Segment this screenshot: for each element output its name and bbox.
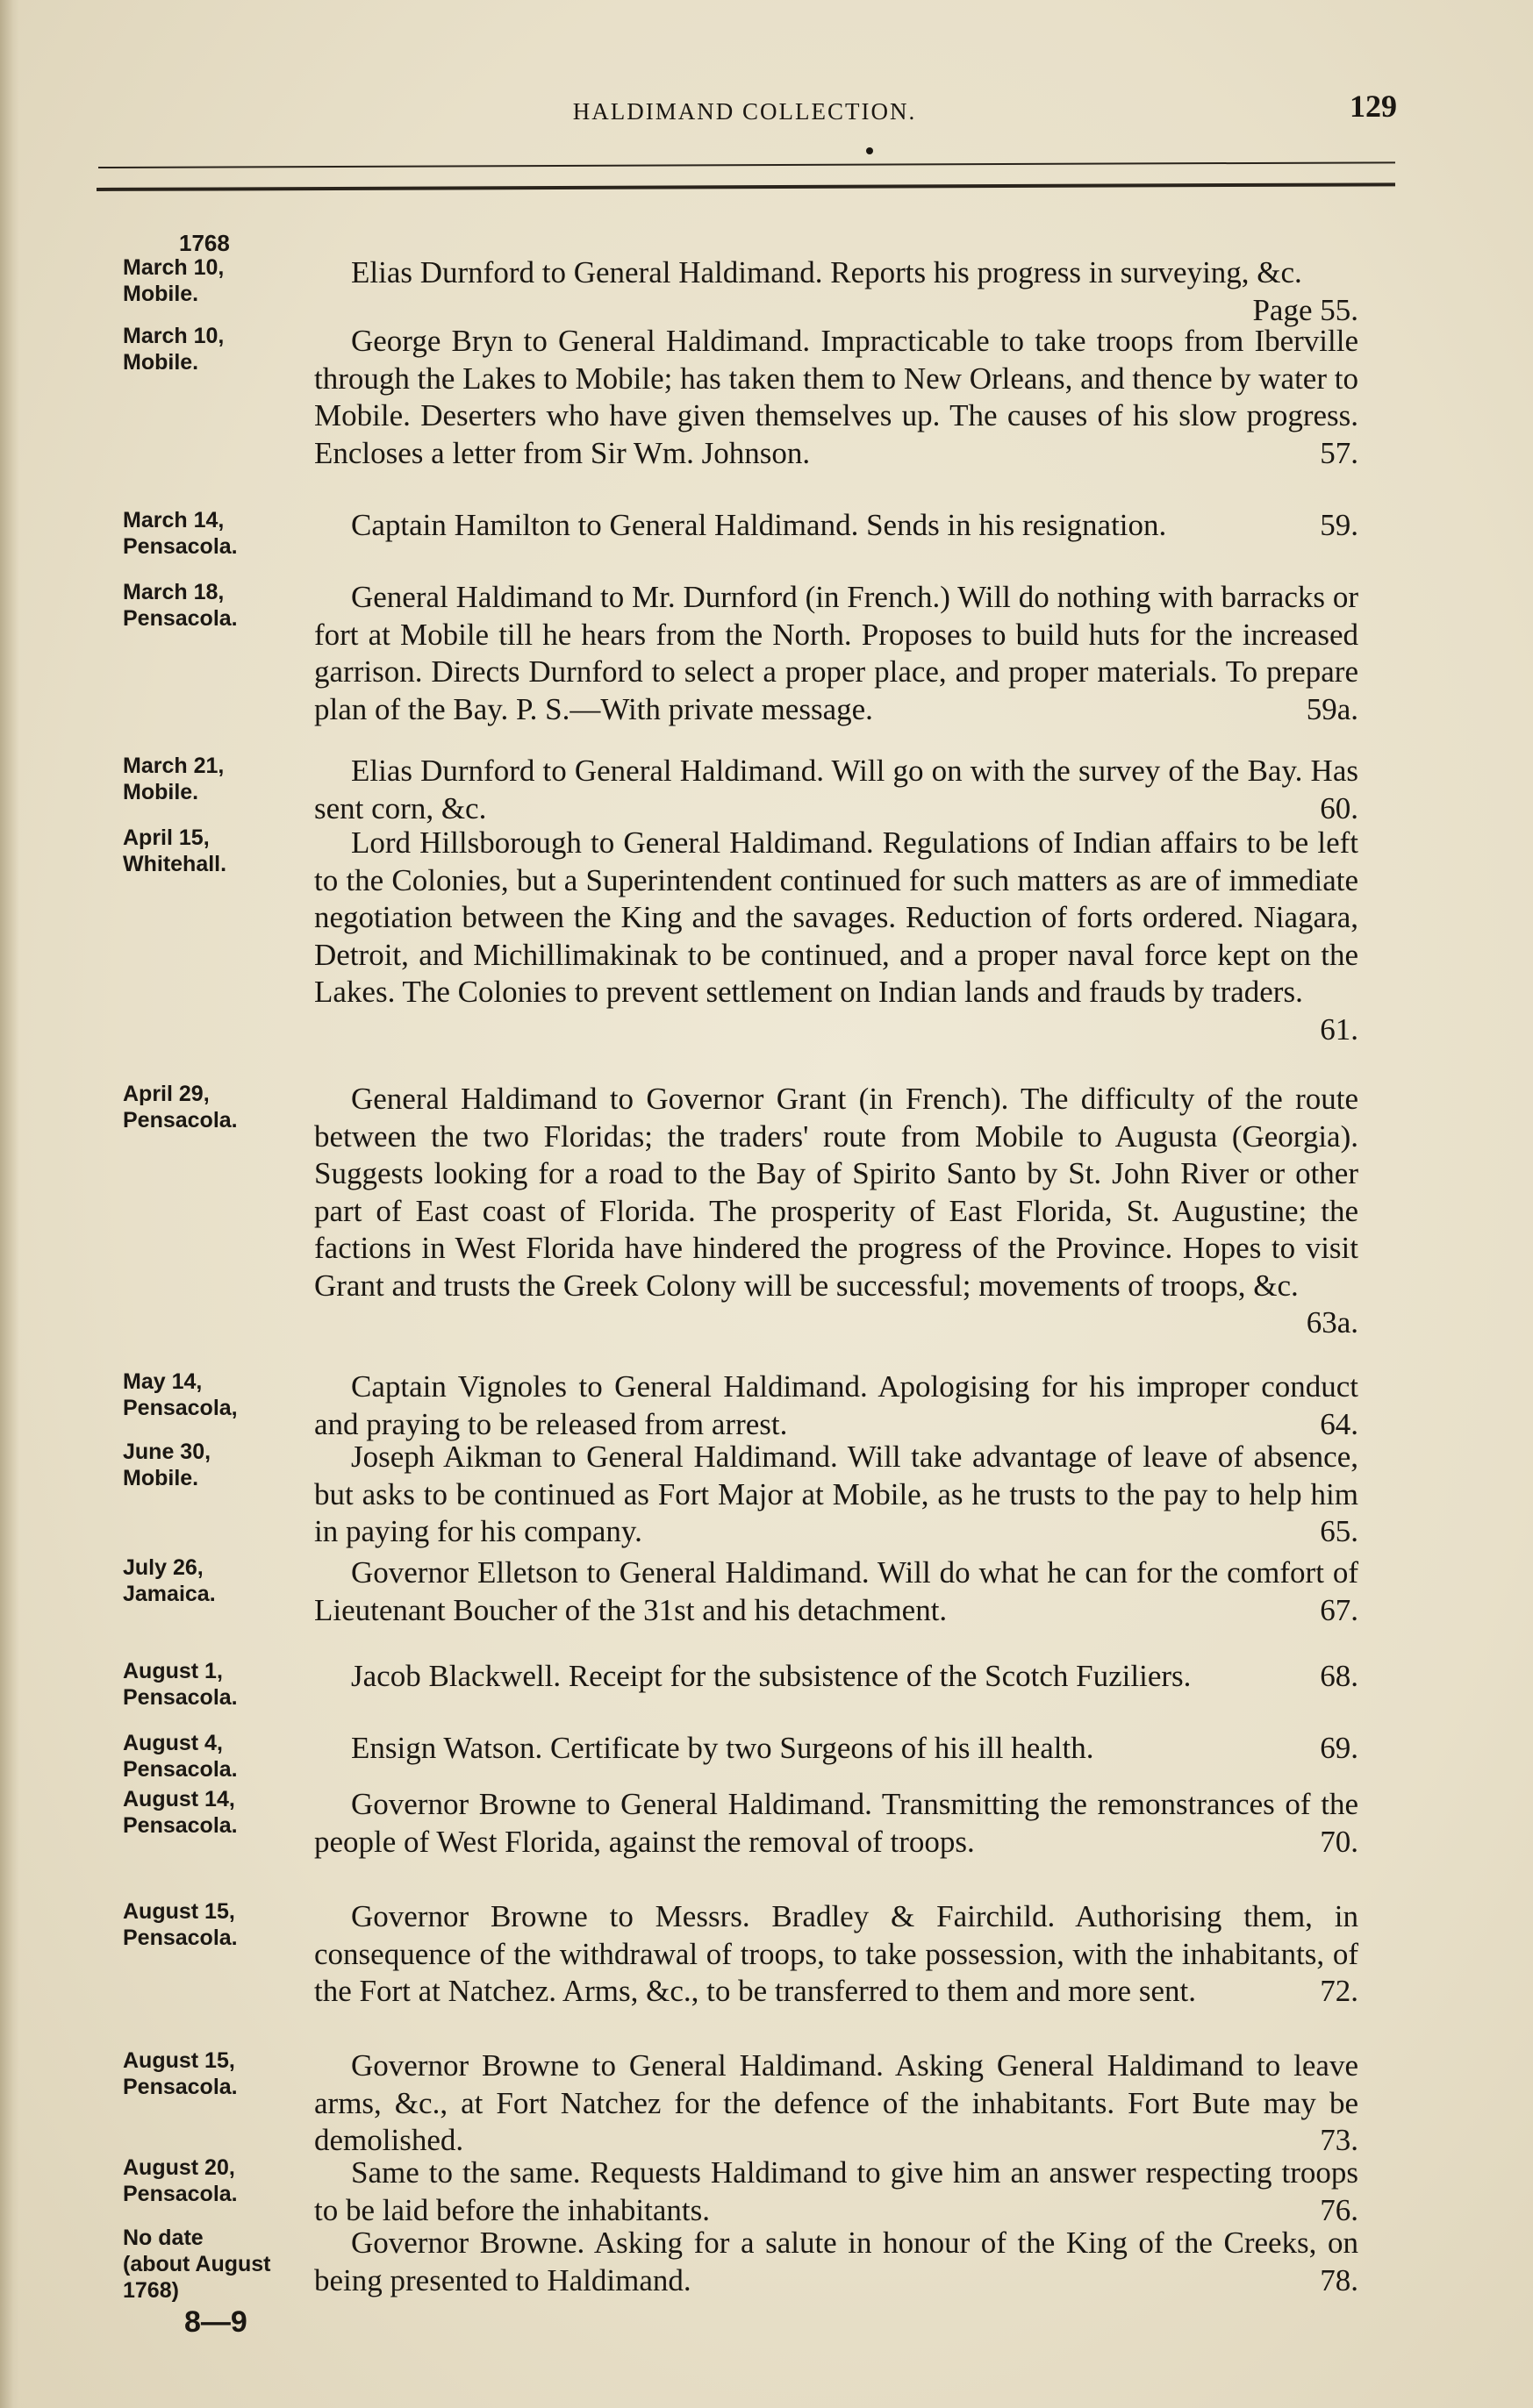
entry-text: Elias Durnford to General Haldimand. Reports his progress in surveying, &c. [351, 255, 1302, 289]
entry-description [314, 1081, 1358, 1342]
entry-text-wrap [314, 754, 1358, 825]
entry-text-wrap [314, 1555, 1358, 1627]
entry-description [314, 507, 1358, 545]
entry-description [314, 1439, 1358, 1551]
entry-description [314, 1898, 1358, 2011]
entry-date-line: April 29, [123, 1082, 210, 1106]
entry-text-wrap [314, 580, 1358, 726]
entry-date-place [123, 1368, 290, 1421]
entry-date-place [123, 254, 290, 307]
entry-date-line: March 14, [123, 508, 225, 532]
entry-date-line: Mobile. [123, 350, 199, 375]
entry-date-place [123, 2154, 290, 2207]
page-reference-spacer [1246, 1406, 1358, 1444]
entry-text: General Haldimand to Governor Grant (in French). The difficulty of the route between the two Floridas; the traders' route from Mobile to Augusta (Georgia). Suggests looking for a road to the Bay of Spirito Santo by St. John River or other part of East coast of Florida. The prosperity of East Florida, St. Augustine; the factions in West Florida have hindered the progress of the Province. Hopes to visit Grant and trusts the Greek Colony will be successful; movements of troops, &c. [314, 1082, 1358, 1303]
entry-date-place [123, 507, 290, 560]
entry-date-line: 1768) [123, 2278, 179, 2303]
entry-date-line: March 10, [123, 324, 225, 348]
page-reference-spacer [1246, 790, 1358, 828]
entry-text-wrap [351, 255, 1302, 289]
entry-description [314, 579, 1358, 728]
year-label: 1768 [179, 230, 230, 256]
entry-page-reference: 68. [1320, 1659, 1358, 1693]
entry-description [314, 2154, 1358, 2229]
entry-date-place [123, 1081, 290, 1133]
entry-text-wrap [351, 1659, 1191, 1693]
entry-page-reference: 59. [1320, 508, 1358, 542]
entry-date-line: Pensacola. [123, 534, 238, 559]
entry-date-line: August 14, [123, 1787, 235, 1811]
entry-text-wrap [314, 1082, 1358, 1303]
entry-page-reference: 65. [1320, 1514, 1358, 1548]
running-title: HALDIMAND COLLECTION. [572, 98, 917, 125]
entry-date-line: Pensacola. [123, 1926, 238, 1950]
entry-page-reference: 73. [1320, 2123, 1358, 2157]
entry-description [314, 753, 1358, 827]
entry-text: Governor Browne to General Haldimand. Asking General Haldimand to leave arms, &c., at Fort Natchez for the defence of the inhabitants. Fort Bute may be demolished. [314, 2048, 1358, 2157]
entry-date-line: No date [123, 2226, 204, 2250]
entry-text-wrap [314, 1440, 1358, 1548]
entry-date-place [123, 2225, 290, 2304]
page-reference-spacer [1246, 2192, 1358, 2230]
entry-text-wrap [314, 1369, 1358, 1441]
entry-date-place [123, 1554, 290, 1607]
entry-description [314, 254, 1358, 329]
entry-date-line: Jamaica. [123, 1582, 216, 1606]
entry-text: Lord Hillsborough to General Haldimand. Regulations of Indian affairs to be left to the Colonies, but a Superintendent continued for such matters as are of immediate negotiation between the King and the savages. Reduction of forts ordered. Niagara, Detroit, and Michillimakinak to be continued, and a proper naval force kept on the Lakes. The Colonies to prevent settlement on Indian lands and frauds by traders. [314, 825, 1358, 1009]
entry-date-line: Whitehall. [123, 852, 227, 876]
entry-date-line: Pensacola. [123, 606, 238, 631]
entry-date-place [123, 1898, 290, 1951]
entry-date-line: July 26, [123, 1555, 204, 1580]
entry-date-line: Mobile. [123, 1466, 199, 1490]
page-reference-spacer [1246, 1011, 1358, 1049]
entry-text-wrap [351, 1731, 1093, 1765]
entry-date-place [123, 579, 290, 632]
entry-text-wrap [314, 2048, 1358, 2157]
entry-description [314, 2225, 1358, 2299]
entry-text: Elias Durnford to General Haldimand. Will go on with the survey of the Bay. Has sent corn, &c. [314, 754, 1358, 825]
entry-page-reference: Page 55. [1252, 292, 1358, 327]
entry-date-line: Pensacola, [123, 1396, 238, 1420]
entry-date-line: (about August [123, 2252, 271, 2276]
page-reference-spacer [1246, 435, 1358, 473]
entry-description [314, 1658, 1358, 1696]
entry-date-place [123, 2047, 290, 2100]
page-reference-spacer [1246, 1824, 1358, 1861]
page-reference-spacer [1246, 507, 1358, 545]
entry-text-wrap [351, 508, 1166, 542]
entry-page-reference: 59a. [1306, 691, 1358, 726]
entry-page-reference: 60. [1320, 790, 1358, 825]
printer-signature-mark: 8—9 [184, 2305, 247, 2339]
entry-text-wrap [314, 2226, 1358, 2297]
entry-page-reference: 61. [1320, 1011, 1358, 1047]
entry-text-wrap [314, 825, 1358, 1009]
page-reference-spacer [1246, 1513, 1358, 1551]
entry-description [314, 1554, 1358, 1629]
entry-date-line: August 20, [123, 2155, 235, 2180]
entry-date-place [123, 1658, 290, 1711]
entry-text: General Haldimand to Mr. Durnford (in French.) Will do nothing with barracks or fort at Mobile till he hears from the North. Proposes to build huts for the increased garrison. Directs Durnford to select a proper place, and proper materials. To prepare plan of the Bay. P. S.—With private message. [314, 580, 1358, 726]
entry-date-line: Pensacola. [123, 1813, 238, 1838]
entry-date-line: Mobile. [123, 780, 199, 804]
page-reference-spacer [1246, 2262, 1358, 2300]
page-reference-spacer [1246, 1592, 1358, 1630]
entry-page-reference: 69. [1320, 1731, 1358, 1765]
entry-text: Governor Browne to Messrs. Bradley & Fairchild. Authorising them, in consequence of the withdrawal of troops, to take possession, with the inhabitants, of the Fort at Natchez. Arms, &c., to be transferred to them and more sent. [314, 1899, 1358, 2008]
entry-date-line: Pensacola. [123, 1757, 238, 1782]
entry-page-reference: 70. [1320, 1824, 1358, 1859]
entry-description [314, 2047, 1358, 2160]
entry-date-place [123, 1730, 290, 1783]
entry-description [314, 1730, 1358, 1768]
entry-description [314, 323, 1358, 472]
entry-date-line: March 18, [123, 580, 225, 604]
entry-date-place [123, 1786, 290, 1839]
page-reference-spacer [1233, 1304, 1358, 1342]
entry-date-line: Pensacola. [123, 1685, 238, 1710]
entry-text-wrap [314, 1787, 1358, 1859]
entry-date-line: August 15, [123, 2048, 235, 2073]
entry-text-wrap [314, 1899, 1358, 2008]
entry-date-line: June 30, [123, 1440, 211, 1464]
entry-text: Joseph Aikman to General Haldimand. Will take advantage of leave of absence, but asks to be continued as Fort Major at Mobile, as he trusts to the pay to help him in paying for his company. [314, 1440, 1358, 1548]
entry-text: Governor Elletson to General Haldimand. Will do what he can for the comfort of Lieutenant Boucher of the 31st and his detachment. [314, 1555, 1358, 1627]
entry-text: Jacob Blackwell. Receipt for the subsistence of the Scotch Fuziliers. [351, 1659, 1192, 1693]
entry-text: Captain Hamilton to General Haldimand. Sends in his resignation. [351, 508, 1167, 542]
entry-text-wrap [314, 324, 1358, 470]
entry-text-wrap [314, 2155, 1358, 2227]
entry-page-reference: 64. [1320, 1406, 1358, 1441]
page-reference-spacer [1246, 1730, 1358, 1768]
entry-text: Same to the same. Requests Haldimand to give him an answer respecting troops to be laid before the inhabitants. [314, 2155, 1358, 2227]
entry-date-place [123, 323, 290, 375]
entry-date-place [123, 825, 290, 877]
entry-date-line: May 14, [123, 1369, 203, 1394]
entry-page-reference: 63a. [1306, 1305, 1358, 1340]
entry-date-place [123, 753, 290, 805]
entry-date-line: Pensacola. [123, 2075, 238, 2099]
entry-date-line: August 15, [123, 1899, 235, 1924]
entry-page-reference: 78. [1320, 2262, 1358, 2297]
entry-date-line: April 15, [123, 825, 210, 850]
entry-date-line: Pensacola. [123, 2182, 238, 2206]
entry-date-line: August 1, [123, 1659, 223, 1683]
entry-description [314, 825, 1358, 1048]
entry-date-line: March 21, [123, 754, 225, 778]
entry-text: Governor Browne to General Haldimand. Transmitting the remonstrances of the people of West Florida, against the removal of troops. [314, 1787, 1358, 1859]
entry-date-line: Mobile. [123, 282, 199, 306]
entry-text: Governor Browne. Asking for a salute in honour of the King of the Creeks, on being presented to Haldimand. [314, 2226, 1358, 2297]
entry-page-reference: 72. [1320, 1974, 1358, 2008]
page-number: 129 [1350, 89, 1397, 124]
entry-date-line: August 4, [123, 1731, 223, 1755]
entry-page-reference: 76. [1320, 2192, 1358, 2227]
entry-text: Captain Vignoles to General Haldimand. Apologising for his improper conduct and praying to be released from arrest. [314, 1369, 1358, 1441]
page-reference-spacer [1246, 1973, 1358, 2011]
entry-description [314, 1368, 1358, 1443]
entry-page-reference: 67. [1320, 1592, 1358, 1627]
entry-text: Ensign Watson. Certificate by two Surgeons of his ill health. [351, 1731, 1094, 1765]
page-reference-spacer [1233, 691, 1358, 729]
entry-date-line: March 10, [123, 255, 225, 280]
entry-date-line: Pensacola. [123, 1108, 238, 1133]
entry-text: George Bryn to General Haldimand. Impracticable to take troops from Iberville through the Lakes to Mobile; has taken them to New Orleans, and thence by water to Mobile. Deserters who have given themselves up. The causes of his slow progress. Encloses a letter from Sir Wm. Johnson. [314, 324, 1358, 470]
entry-page-reference: 57. [1320, 435, 1358, 470]
entry-description [314, 1786, 1358, 1861]
page-reference-spacer [1246, 1658, 1358, 1696]
entry-date-place [123, 1439, 290, 1491]
